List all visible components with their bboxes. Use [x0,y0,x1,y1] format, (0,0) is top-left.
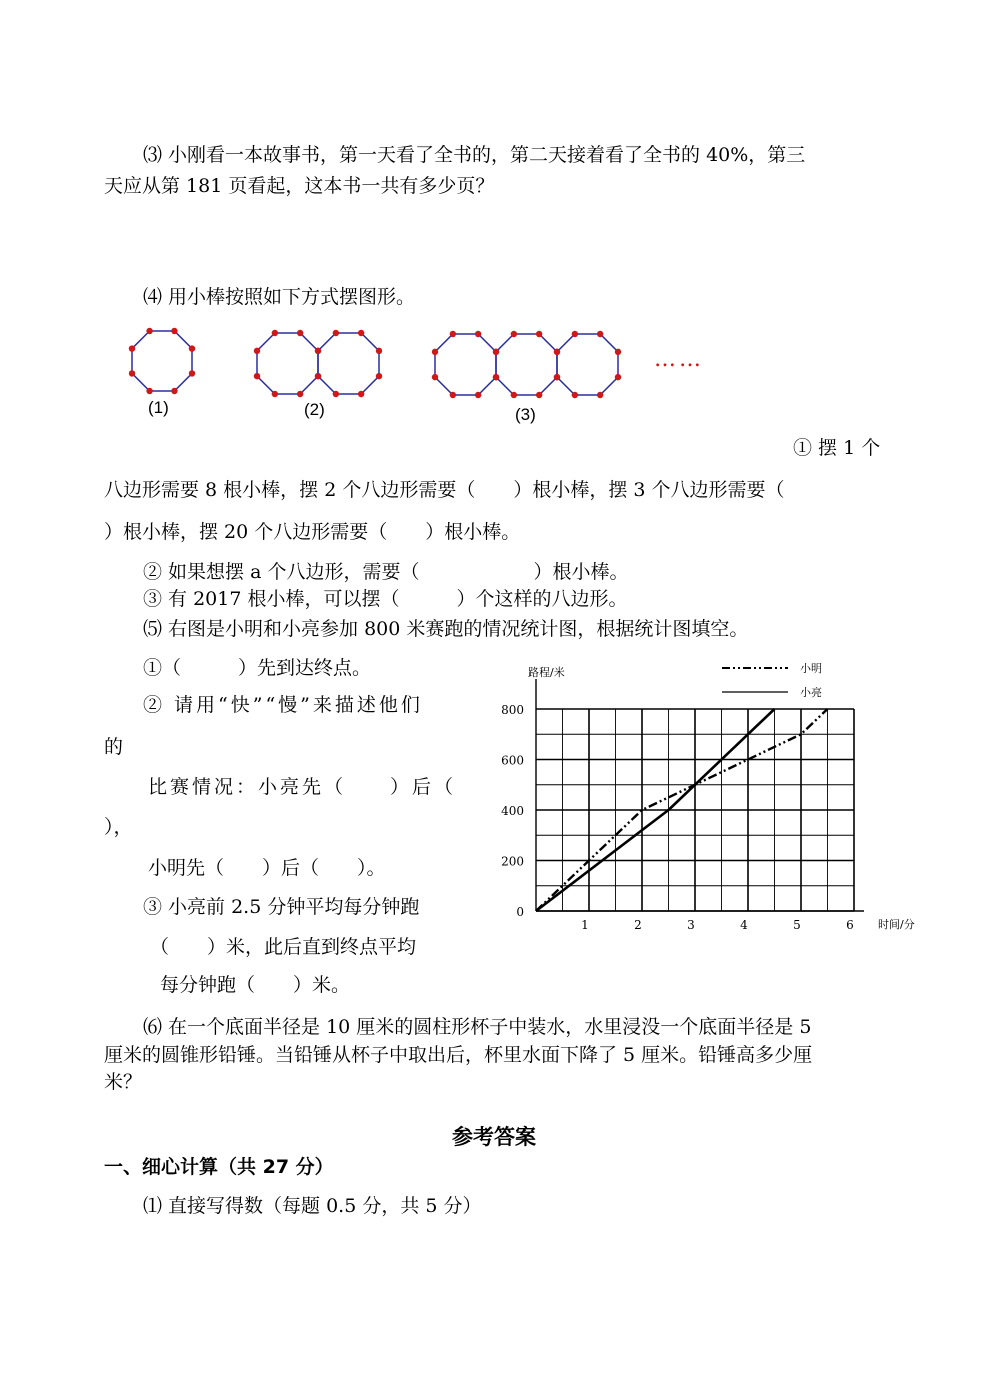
x-tick-label: 1 [581,918,589,932]
stick-joint [272,391,278,397]
stick-joint [376,373,382,379]
stick-joint [315,348,321,354]
stick-joint [146,388,152,394]
ellipsis: …… [654,347,704,372]
stick-joint [432,349,438,355]
legend-label: 小明 [800,662,822,675]
q5-line4: 比赛情况：小亮先（ ）后（ [148,776,457,798]
stick-joint [572,392,578,398]
y-tick-label: 200 [501,854,524,869]
stick-joint [171,328,177,334]
q4-line-b: 八边形需要 8 根小棒，摆 2 个八边形需要（ ）根小棒，摆 3 个八边形需要（ [104,479,785,501]
q3-line2: 天应从第 181 页看起，这本书一共有多少页？ [104,175,495,197]
q4-line-a: ① 摆 1 个 [793,437,881,459]
q5-line6: 小明先（ ）后（ ）。 [148,857,386,879]
x-tick-label: 2 [634,918,642,932]
q4-line-d: ② 如果想摆 a 个八边形，需要（ ）根小棒。 [143,561,629,583]
octagon-3-2 [496,334,557,395]
q5-line5: ）， [104,816,133,838]
stick-joint [511,331,517,337]
stick-joint [475,331,481,337]
answers-section1: 一、细心计算（共 27 分） [104,1156,334,1178]
q5-line9: 每分钟跑（ ）米。 [160,974,351,996]
stick-joint [511,392,517,398]
stick-joint [493,349,499,355]
stick-joint [189,370,195,376]
octagon-2-1 [257,333,318,394]
q3-line1: ⑶ 小刚看一本故事书，第一天看了全书的，第二天接着看了全书的 40%，第三 [143,144,806,166]
answers-title: 参考答案 [452,1125,536,1149]
stick-joint [475,392,481,398]
x-axis-title: 时间/分 [878,918,915,931]
stick-joint [315,373,321,379]
race-line-chart [490,650,940,940]
stick-joint [333,391,339,397]
stick-joint [358,391,364,397]
stick-joint [171,388,177,394]
stick-joint [615,349,621,355]
stick-joint [297,391,303,397]
stick-joint [254,348,260,354]
stick-joint [376,348,382,354]
stick-joint [432,374,438,380]
figure-label-3: (3) [515,405,536,424]
stick-joint [536,392,542,398]
stick-joint [254,373,260,379]
stick-joint [554,349,560,355]
octagon-3-3 [557,334,618,395]
q4-intro: ⑷ 用小棒按照如下方式摆图形。 [143,286,416,308]
x-tick-label: 3 [687,918,695,932]
y-tick-label: 0 [516,905,524,919]
stick-joint [450,392,456,398]
figure-label-2: (2) [304,400,325,419]
stick-joint [358,330,364,336]
stick-joint [597,392,603,398]
stick-joint [615,374,621,380]
octagon-1-1 [132,331,192,391]
y-axis-title: 路程/米 [528,666,565,679]
stick-joint [333,330,339,336]
q5-line3: 的 [104,736,124,758]
stick-joint [554,374,560,380]
q5-intro: ⑸ 右图是小明和小亮参加 800 米赛跑的情况统计图，根据统计图填空。 [143,618,749,640]
octagon-2-2 [318,333,379,394]
q5-line1: ①（ ）先到达终点。 [143,657,372,679]
stick-joint [129,345,135,351]
y-tick-label: 400 [501,804,524,818]
figure-label-1: (1) [148,398,169,417]
stick-joint [297,330,303,336]
answers-item1: ⑴ 直接写得数（每题 0.5 分，共 5 分） [143,1195,482,1217]
q5-line2: ② 请用“快”“慢”来描述他们 [143,694,423,716]
y-tick-label: 600 [501,753,524,768]
stick-joint [146,328,152,334]
stick-joint [272,330,278,336]
q4-line-e: ③ 有 2017 根小棒，可以摆（ ）个这样的八边形。 [143,588,628,610]
x-tick-label: 6 [846,918,854,932]
q6-line1: ⑹ 在一个底面半径是 10 厘米的圆柱形杯子中装水，水里浸没一个底面半径是 5 [143,1016,812,1038]
q6-line2: 厘米的圆锥形铅锤。当铅锤从杯子中取出后，杯里水面下降了 5 厘米。铅锤高多少厘 [104,1044,813,1066]
q4-line-c: ）根小棒，摆 20 个八边形需要（ ）根小棒。 [104,521,521,543]
q6-line3: 米？ [104,1071,143,1093]
stick-joint [450,331,456,337]
q5-line7: ③ 小亮前 2.5 分钟平均每分钟跑 [143,896,420,918]
y-tick-label: 800 [501,703,524,717]
stick-joint [572,331,578,337]
stick-joint [129,370,135,376]
stick-joint [493,374,499,380]
x-tick-label: 4 [740,918,748,932]
stick-joint [597,331,603,337]
stick-joint [189,345,195,351]
legend-label: 小亮 [800,686,822,699]
octagon-3-1 [435,334,496,395]
stick-joint [536,331,542,337]
x-tick-label: 5 [793,918,801,932]
q5-line8: （ ）米，此后直到终点平均 [150,936,417,958]
